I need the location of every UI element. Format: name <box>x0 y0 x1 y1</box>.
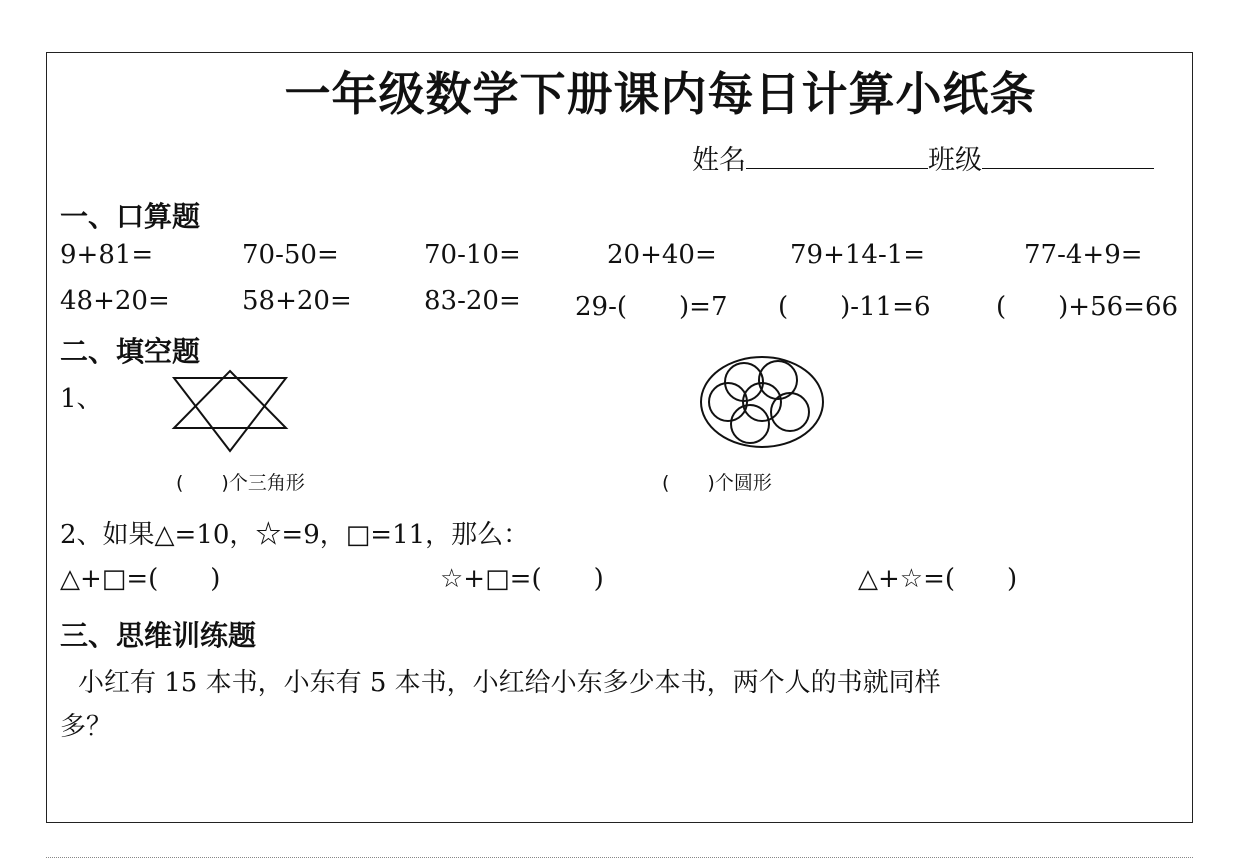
word-problem-line-2: 多？ <box>60 712 113 742</box>
class-blank[interactable] <box>982 142 1154 169</box>
calc-row-2-item-4[interactable]: 29-( )=7 <box>575 292 728 322</box>
student-info <box>692 138 1154 177</box>
worksheet-title: 一年级数学下册课内每日计算小纸条 <box>284 67 1037 121</box>
calc-row-2-item-3: 83-20= <box>424 286 521 316</box>
name-label: 姓名 <box>692 145 746 176</box>
calc-row-1-item-4: 20+40= <box>607 240 717 270</box>
cut-line-divider <box>46 857 1193 858</box>
section-1-heading: 一、口算题 <box>60 200 201 233</box>
question-2-text: 2、如果△=10，☆=9，□=11，那么： <box>60 520 530 550</box>
question-2-item-1[interactable]: △+□=( ) <box>60 564 221 594</box>
calc-row-2-item-5[interactable]: ( )-11=6 <box>778 292 931 322</box>
triangle-count-answer[interactable]: ( )个三角形 <box>176 472 305 494</box>
circles-figure-icon <box>698 354 826 450</box>
calc-row-2-item-2: 58+20= <box>242 286 352 316</box>
circle-count-answer[interactable]: ( )个圆形 <box>662 472 772 494</box>
question-1-number: 1、 <box>60 384 103 414</box>
name-blank[interactable] <box>746 142 928 169</box>
section-3-heading: 三、思维训练题 <box>60 619 257 652</box>
class-label: 班级 <box>928 145 982 176</box>
calc-row-1-item-5: 79+14-1= <box>790 240 926 270</box>
word-problem-line-1: 小红有 15 本书，小东有 5 本书，小红给小东多少本书，两个人的书就同样 <box>78 668 941 698</box>
calc-row-1-item-1: 9+81= <box>60 240 154 270</box>
hexagram-figure-icon <box>170 368 290 454</box>
calc-row-1-item-3: 70-10= <box>424 240 521 270</box>
question-2-item-3[interactable]: △+☆=( ) <box>858 564 1018 594</box>
calc-row-1-item-6: 77-4+9= <box>1024 240 1143 270</box>
section-2-heading: 二、填空题 <box>60 335 201 368</box>
calc-row-2-item-1: 48+20= <box>60 286 170 316</box>
calc-row-1-item-2: 70-50= <box>242 240 339 270</box>
question-2-item-2[interactable]: ☆+□=( ) <box>440 564 604 594</box>
calc-row-2-item-6[interactable]: ( )+56=66 <box>996 292 1179 322</box>
